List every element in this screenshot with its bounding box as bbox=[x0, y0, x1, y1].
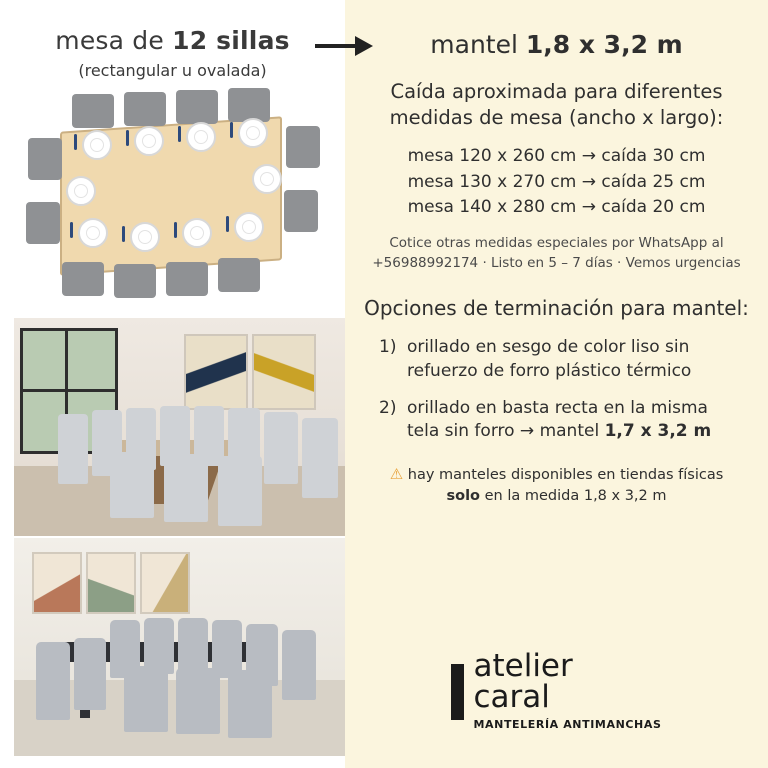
chair-bottom-3 bbox=[166, 262, 208, 296]
chair-top-4 bbox=[228, 88, 270, 122]
arrow-right-icon bbox=[315, 35, 377, 57]
photo2-chair-5 bbox=[178, 618, 208, 674]
whatsapp-note bbox=[359, 234, 754, 273]
option-2-text-pre: orillado en basta recta en la misma tela sin forro → mantel bbox=[407, 397, 708, 442]
caida-row-3: mesa 140 x 280 cm → caída 20 cm bbox=[407, 196, 706, 217]
plate-7 bbox=[182, 218, 212, 248]
chair-bottom-4 bbox=[218, 258, 260, 292]
option-2-measure: 1,7 x 3,2 m bbox=[604, 421, 712, 442]
page-title-prefix: mesa de bbox=[55, 26, 173, 55]
plate-1 bbox=[82, 130, 112, 160]
caida-row-2: mesa 130 x 270 cm → caída 25 cm bbox=[407, 171, 706, 192]
heading-opciones: Opciones de terminación para mantel: bbox=[364, 296, 749, 321]
plate-6 bbox=[130, 222, 160, 252]
chair-left-2 bbox=[26, 202, 60, 244]
option-2-text bbox=[407, 397, 738, 444]
plate-10 bbox=[252, 164, 282, 194]
plate-3 bbox=[186, 122, 216, 152]
logo-line-1: atelier bbox=[473, 648, 573, 684]
logo-tagline: MANTELERÍA ANTIMANCHAS bbox=[473, 718, 662, 731]
brand-logo bbox=[345, 648, 768, 731]
plate-4 bbox=[238, 118, 268, 148]
page-title bbox=[10, 26, 335, 55]
cutlery-4 bbox=[230, 122, 233, 138]
option-1-text: orillado en sesgo de color liso sin refuerzo de forro plástico térmico bbox=[407, 337, 692, 381]
chair-top-2 bbox=[124, 92, 166, 126]
cutlery-1 bbox=[74, 134, 77, 150]
photo2-chair-10 bbox=[176, 668, 220, 734]
photo1-chair-8 bbox=[302, 418, 338, 498]
chair-left-1 bbox=[28, 138, 62, 180]
warning-strong: solo bbox=[446, 487, 481, 504]
chair-top-3 bbox=[176, 90, 218, 124]
photo1-artwork-2 bbox=[252, 334, 316, 410]
plate-9 bbox=[66, 176, 96, 206]
whatsapp-note-line2: +56988992174 · Listo en 5 – 7 días · Vemos urgencias bbox=[372, 254, 741, 271]
photo1-chair-1 bbox=[58, 414, 88, 484]
photo2-artwork-1 bbox=[32, 552, 82, 614]
caida-list bbox=[345, 144, 768, 219]
photo1-chair-10 bbox=[164, 454, 208, 522]
option-2 bbox=[379, 397, 738, 444]
photo2-chair-11 bbox=[228, 670, 272, 738]
photo-dining-room-wood bbox=[14, 318, 345, 536]
warning-post: en la medida 1,8 x 3,2 m bbox=[480, 487, 667, 504]
photo1-chair-11 bbox=[218, 456, 262, 526]
mantel-title-strong: 1,8 x 3,2 m bbox=[525, 30, 683, 59]
mantel-title bbox=[345, 30, 768, 59]
option-1 bbox=[379, 336, 738, 383]
page-title-strong: 12 sillas bbox=[172, 26, 290, 55]
cutlery-2 bbox=[126, 130, 129, 146]
cutlery-5 bbox=[70, 222, 73, 238]
warning-icon: ⚠ bbox=[389, 464, 404, 483]
cutlery-6 bbox=[122, 226, 125, 242]
photo-dining-room-black bbox=[14, 538, 345, 756]
cutlery-8 bbox=[226, 216, 229, 232]
option-2-number: 2) bbox=[379, 397, 397, 418]
logo-bar-icon bbox=[451, 664, 464, 720]
right-panel bbox=[345, 0, 768, 768]
photo2-chair-9 bbox=[124, 666, 168, 732]
photo2-chair-2 bbox=[74, 638, 106, 710]
warning-note bbox=[371, 464, 742, 507]
table-diagram bbox=[0, 86, 345, 301]
photo2-chair-8 bbox=[282, 630, 316, 700]
plate-8 bbox=[234, 212, 264, 242]
photo2-artwork-2 bbox=[86, 552, 136, 614]
plate-2 bbox=[134, 126, 164, 156]
photo1-chair-9 bbox=[110, 452, 154, 518]
chair-right-1 bbox=[286, 126, 320, 168]
left-header bbox=[0, 0, 345, 80]
page-subtitle: (rectangular u ovalada) bbox=[78, 61, 267, 80]
heading-caida: Caída aproximada para diferentes medidas de mesa (ancho x largo): bbox=[389, 80, 724, 129]
caida-row-1: mesa 120 x 260 cm → caída 30 cm bbox=[407, 146, 706, 167]
chair-top-1 bbox=[72, 94, 114, 128]
chair-bottom-2 bbox=[114, 264, 156, 298]
cutlery-7 bbox=[174, 222, 177, 238]
warning-pre: hay manteles disponibles en tiendas físicas bbox=[403, 466, 724, 483]
option-1-number: 1) bbox=[379, 337, 397, 358]
plate-5 bbox=[78, 218, 108, 248]
photo2-artwork-3 bbox=[140, 552, 190, 614]
left-column bbox=[0, 0, 345, 768]
mantel-title-prefix: mantel bbox=[430, 30, 526, 59]
whatsapp-note-line1: Cotice otras medidas especiales por WhatsApp al bbox=[389, 234, 724, 251]
photo1-artwork-1 bbox=[184, 334, 248, 410]
photo1-chair-7 bbox=[264, 412, 298, 484]
photo2-chair-1 bbox=[36, 642, 70, 720]
chair-right-2 bbox=[284, 190, 318, 232]
chair-bottom-1 bbox=[62, 262, 104, 296]
logo-line-2: caral bbox=[473, 679, 550, 715]
cutlery-3 bbox=[178, 126, 181, 142]
